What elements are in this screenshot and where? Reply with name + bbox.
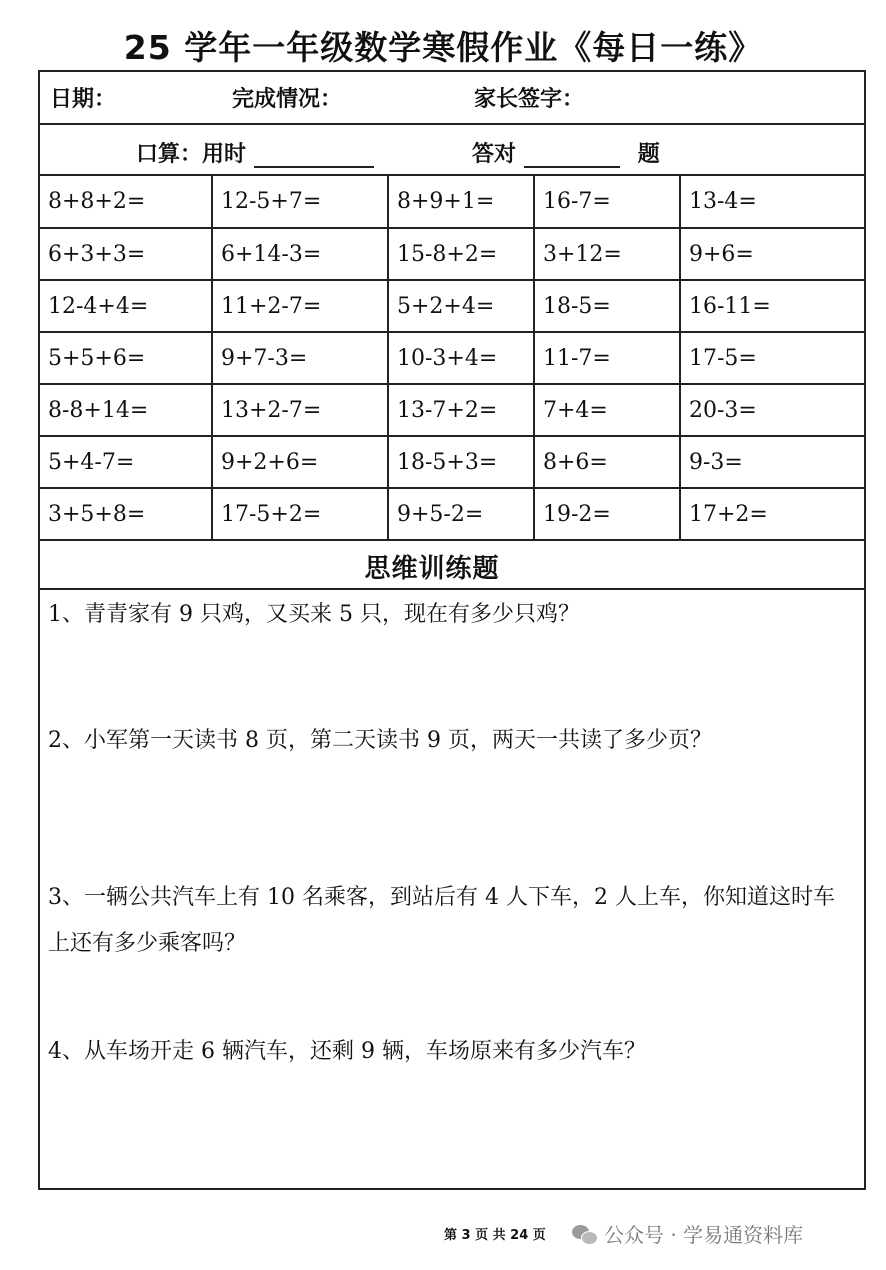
calc-cell[interactable]: 16-11= bbox=[680, 280, 864, 332]
calc-cell[interactable]: 9+6= bbox=[680, 228, 864, 280]
calc-cell[interactable]: 15-8+2= bbox=[388, 228, 534, 280]
calc-cell[interactable]: 3+5+8= bbox=[40, 488, 212, 540]
calc-cell[interactable]: 8-8+14= bbox=[40, 384, 212, 436]
question-3: 3、一辆公共汽车上有 10 名乘客，到站后有 4 人下车，2 人上车，你知道这时车上还有多少乘客吗？ bbox=[48, 885, 835, 956]
oral-time-label: 口算：用时 bbox=[136, 142, 247, 167]
calc-cell[interactable]: 7+4= bbox=[534, 384, 680, 436]
correct-blank[interactable] bbox=[524, 142, 620, 168]
calc-cell[interactable]: 8+6= bbox=[534, 436, 680, 488]
page-number: 第 3 页 共 24 页 bbox=[444, 1228, 546, 1243]
calc-row bbox=[40, 228, 864, 280]
calc-cell[interactable]: 9-3= bbox=[680, 436, 864, 488]
calc-cell[interactable]: 10-3+4= bbox=[388, 332, 534, 384]
calc-cell[interactable]: 5+4-7= bbox=[40, 436, 212, 488]
calc-cell[interactable]: 17-5+2= bbox=[212, 488, 388, 540]
thinking-title-row bbox=[40, 538, 864, 590]
wechat-icon bbox=[572, 1223, 598, 1245]
calc-grid bbox=[40, 176, 864, 541]
calc-cell[interactable]: 5+2+4= bbox=[388, 280, 534, 332]
page-title: 25 学年一年级数学寒假作业《每日一练》 bbox=[123, 28, 763, 67]
calc-cell[interactable]: 17-5= bbox=[680, 332, 864, 384]
calc-cell[interactable]: 9+2+6= bbox=[212, 436, 388, 488]
question-2: 2、小军第一天读书 8 页，第二天读书 9 页，两天一共读了多少页？ bbox=[48, 728, 712, 753]
calc-cell[interactable]: 8+8+2= bbox=[40, 176, 212, 228]
oral-time-group bbox=[136, 137, 374, 168]
date-label: 日期： bbox=[50, 87, 117, 112]
correct-label: 答对 bbox=[472, 142, 517, 167]
calc-row bbox=[40, 332, 864, 384]
calc-cell[interactable]: 6+3+3= bbox=[40, 228, 212, 280]
calc-cell[interactable]: 12-5+7= bbox=[212, 176, 388, 228]
calc-cell[interactable]: 20-3= bbox=[680, 384, 864, 436]
calc-table bbox=[40, 176, 864, 541]
calc-row bbox=[40, 436, 864, 488]
calc-row bbox=[40, 488, 864, 540]
calc-cell[interactable]: 6+14-3= bbox=[212, 228, 388, 280]
thinking-title: 思维训练题 bbox=[364, 554, 500, 584]
calc-cell[interactable]: 9+5-2= bbox=[388, 488, 534, 540]
oral-calc-row bbox=[40, 125, 864, 176]
calc-cell[interactable]: 3+12= bbox=[534, 228, 680, 280]
calc-row bbox=[40, 384, 864, 436]
parent-sign-label: 家长签字： bbox=[474, 87, 585, 112]
completion-label: 完成情况： bbox=[232, 87, 343, 112]
calc-row bbox=[40, 280, 864, 332]
worksheet bbox=[38, 70, 866, 1190]
calc-cell[interactable]: 11-7= bbox=[534, 332, 680, 384]
question-4: 4、从车场开走 6 辆汽车，还剩 9 辆，车场原来有多少汽车？ bbox=[48, 1039, 646, 1064]
calc-cell[interactable]: 5+5+6= bbox=[40, 332, 212, 384]
calc-cell[interactable]: 18-5= bbox=[534, 280, 680, 332]
calc-cell[interactable]: 12-4+4= bbox=[40, 280, 212, 332]
correct-group bbox=[472, 137, 660, 168]
unit-label: 题 bbox=[637, 142, 660, 167]
question-1: 1、青青家有 9 只鸡，又买来 5 只，现在有多少只鸡？ bbox=[48, 602, 580, 627]
calc-cell[interactable]: 13-4= bbox=[680, 176, 864, 228]
header-row bbox=[40, 72, 864, 125]
source-text: 公众号 · 学易通资料库 bbox=[604, 1223, 804, 1247]
calc-cell[interactable]: 13-7+2= bbox=[388, 384, 534, 436]
calc-cell[interactable]: 13+2-7= bbox=[212, 384, 388, 436]
calc-cell[interactable]: 17+2= bbox=[680, 488, 864, 540]
calc-cell[interactable]: 8+9+1= bbox=[388, 176, 534, 228]
time-blank[interactable] bbox=[254, 142, 374, 168]
calc-cell[interactable]: 16-7= bbox=[534, 176, 680, 228]
calc-cell[interactable]: 19-2= bbox=[534, 488, 680, 540]
calc-cell[interactable]: 11+2-7= bbox=[212, 280, 388, 332]
calc-row bbox=[40, 176, 864, 228]
calc-cell[interactable]: 9+7-3= bbox=[212, 332, 388, 384]
source-credit bbox=[572, 1219, 803, 1248]
calc-cell[interactable]: 18-5+3= bbox=[388, 436, 534, 488]
